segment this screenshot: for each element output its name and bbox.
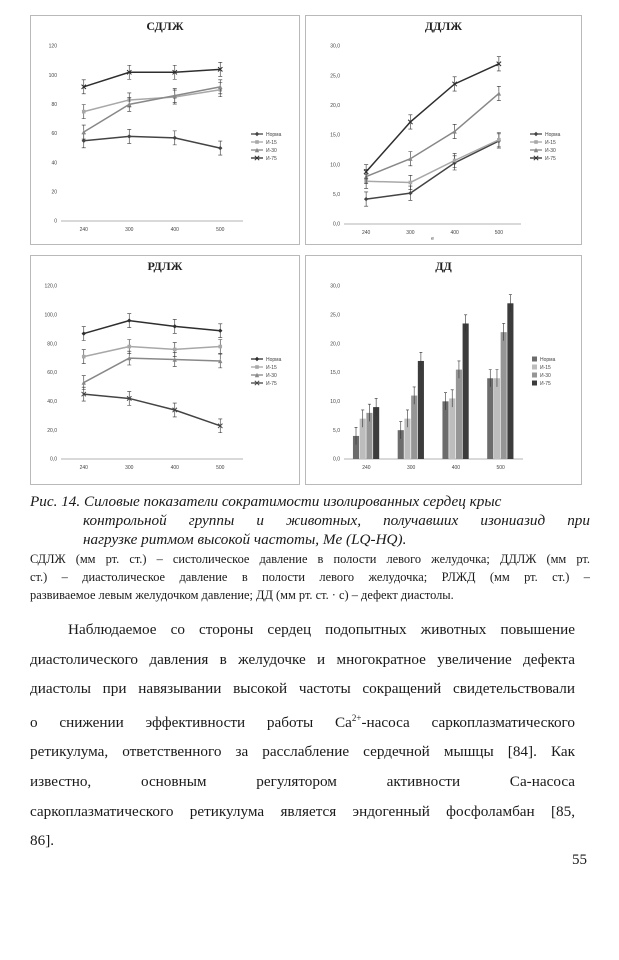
legend-label: Норма <box>545 131 561 138</box>
chart-title: ДД <box>435 259 452 273</box>
y-tick-label: 25,0 <box>330 312 340 319</box>
figure-caption <box>30 492 590 549</box>
bar <box>449 398 455 459</box>
data-point <box>127 345 131 349</box>
x-tick-label: 400 <box>451 465 461 471</box>
data-point <box>453 159 457 163</box>
series-line <box>84 321 221 334</box>
legend-swatch <box>532 357 537 362</box>
y-tick-label: 20,0 <box>330 103 340 110</box>
chart-svg <box>31 256 301 486</box>
x-tick-label: 300 <box>406 230 415 236</box>
y-tick-label: 5,0 <box>333 192 340 199</box>
x-tick-label: 500 <box>216 227 225 233</box>
chart-title: СДЛЖ <box>146 19 184 33</box>
data-point <box>364 197 368 201</box>
paragraph-line: диастолы при навязывании высокой частоты сокращений свидетельствовали <box>30 680 575 698</box>
y-tick-label: 5,0 <box>333 427 340 434</box>
legend-label: И-15 <box>266 139 277 146</box>
bar <box>494 378 500 459</box>
data-point <box>497 138 501 142</box>
caption-line: контрольной группы и животных, получавших изониазид при <box>83 512 590 529</box>
y-tick-label: 15,0 <box>330 370 340 377</box>
data-point <box>173 136 177 140</box>
y-tick-label: 120 <box>48 43 57 50</box>
series-line <box>84 358 221 383</box>
text-fragment: о снижении эффективности работы Ca <box>30 713 352 731</box>
x-tick-label: 500 <box>494 230 504 236</box>
series-line <box>366 140 499 183</box>
x-tick-label: 500 <box>216 465 225 471</box>
data-point <box>497 91 501 95</box>
y-tick-label: 20,0 <box>47 427 57 434</box>
legend-label: И-30 <box>545 147 556 154</box>
data-point <box>218 345 222 349</box>
y-tick-label: 10,0 <box>330 399 340 406</box>
caption-line: нагрузке ритмом высокой частоты, Me (LQ-HQ). <box>83 531 407 548</box>
text-fragment: -насоса саркоплазматического <box>361 713 575 731</box>
y-tick-label: 25,0 <box>330 73 340 80</box>
data-point <box>82 331 86 335</box>
x-tick-label: 400 <box>170 465 179 471</box>
legend-swatch <box>532 365 537 370</box>
page-number: 55 <box>572 852 587 868</box>
y-tick-label: 60,0 <box>47 370 57 377</box>
paragraph-line: ретикулума, ответственного за расслабление сердечной мышцы [84]. Как <box>30 743 575 761</box>
x-tick-label: 240 <box>79 465 88 471</box>
y-tick-label: 60 <box>51 131 57 138</box>
chart-rdlzh <box>30 255 300 485</box>
data-point <box>534 140 538 144</box>
chart-title: РДЛЖ <box>147 259 183 273</box>
x-tick-label: 300 <box>125 227 134 233</box>
y-tick-label: 0,0 <box>333 221 340 228</box>
y-tick-label: 100,0 <box>44 312 57 319</box>
series-line <box>84 347 221 357</box>
legend-label: Норма <box>266 131 282 138</box>
bar <box>463 323 469 459</box>
chart-svg <box>306 16 583 246</box>
data-point <box>82 110 86 114</box>
legend-label: И-15 <box>545 139 556 146</box>
chart-dd <box>305 255 582 485</box>
data-point <box>127 318 131 322</box>
data-point <box>173 324 177 328</box>
legend-label: И-30 <box>266 372 277 379</box>
x-tick-label: 240 <box>362 465 371 471</box>
series-line <box>84 136 221 148</box>
body-paragraph <box>30 615 575 856</box>
paragraph-line: саркоплазматического ретикулума является эндогенный фосфоламбан [85, <box>30 802 575 820</box>
series-line <box>366 93 499 176</box>
bar <box>501 332 507 459</box>
legend-label: И-15 <box>540 364 551 371</box>
abbreviations-note <box>30 550 590 604</box>
y-tick-label: 10,0 <box>330 162 340 169</box>
paragraph-line: Наблюдаемое со стороны сердец подопытных животных повышение <box>68 621 575 638</box>
bar <box>487 378 493 459</box>
y-tick-label: 15,0 <box>330 132 340 139</box>
series-line <box>84 394 221 426</box>
x-tick-label: 300 <box>406 465 416 471</box>
bar <box>418 361 424 459</box>
y-tick-label: 0,0 <box>50 456 57 463</box>
series-line <box>366 64 499 172</box>
chart-sdlzh <box>30 15 300 245</box>
y-tick-label: 120,0 <box>44 283 57 290</box>
y-tick-label: 0 <box>54 218 57 225</box>
legend-label: И-75 <box>266 155 277 162</box>
note-line: СДЛЖ (мм рт. ст.) – систолическое давление в полости левого желудочка; ДДЛЖ (мм рт. <box>30 552 590 566</box>
data-point <box>173 348 177 352</box>
y-tick-label: 80,0 <box>47 341 57 348</box>
data-point <box>127 134 131 138</box>
note-line: ст.) – диастолическое давление в полости левого желудочка; РЛЖД (мм рт. ст.) – <box>30 570 590 584</box>
chart-ddlzh <box>305 15 582 245</box>
legend-label: И-75 <box>540 380 551 387</box>
data-point <box>255 357 259 361</box>
y-tick-label: 0,0 <box>333 456 340 463</box>
x-tick-label: 400 <box>450 230 459 236</box>
legend-label: И-75 <box>266 380 277 387</box>
legend-label: И-15 <box>266 364 277 371</box>
chart-title: ДДЛЖ <box>424 19 463 33</box>
y-tick-label: 20,0 <box>330 341 340 348</box>
y-tick-label: 100 <box>48 72 57 79</box>
data-point <box>218 146 222 150</box>
y-tick-label: 40 <box>51 160 57 167</box>
superscript: 2+ <box>351 712 362 723</box>
legend-label: И-75 <box>545 155 556 162</box>
x-tick-label: 400 <box>170 227 179 233</box>
legend-label: И-30 <box>266 147 277 154</box>
x-tick-label: 240 <box>79 227 88 233</box>
x-tick-label: 240 <box>361 230 371 236</box>
data-point <box>82 355 86 359</box>
legend-swatch <box>532 373 537 378</box>
paragraph-line: известно, основным регулятором активности Са-насоса <box>30 773 575 791</box>
bar <box>507 303 513 459</box>
legend-label: Норма <box>540 356 556 363</box>
bar <box>456 370 462 459</box>
legend-swatch <box>532 381 537 386</box>
paragraph-line: 86]. <box>30 832 55 850</box>
legend-label: Норма <box>266 356 282 363</box>
paragraph-line: диастолического давления в желудочке и многократное увеличение дефекта <box>30 650 575 668</box>
series-line <box>84 69 221 87</box>
data-point <box>409 181 413 185</box>
legend-label: И-30 <box>540 372 551 379</box>
paragraph-line <box>30 704 575 738</box>
caption-line: Рис. 14. Силовые показатели сократимости изолированных сердец крыс <box>30 493 502 510</box>
chart-svg <box>306 256 583 486</box>
note-line: развиваемое левым желудочком давление; ДД (мм рт. ст. · с) – дефект диастолы. <box>30 588 454 602</box>
y-tick-label: 40,0 <box>47 399 57 406</box>
chart-svg <box>31 16 301 246</box>
data-point <box>534 132 538 136</box>
y-tick-label: 30,0 <box>330 43 340 50</box>
x-axis-label: e <box>431 236 434 242</box>
y-tick-label: 80 <box>51 102 57 109</box>
data-point <box>255 140 259 144</box>
x-tick-label: 500 <box>496 465 505 471</box>
data-point <box>255 365 259 369</box>
x-tick-label: 300 <box>125 465 134 471</box>
bar <box>411 396 417 459</box>
data-point <box>218 328 222 332</box>
data-point <box>255 132 259 136</box>
y-tick-label: 20 <box>51 189 57 196</box>
y-tick-label: 30,0 <box>330 283 340 290</box>
